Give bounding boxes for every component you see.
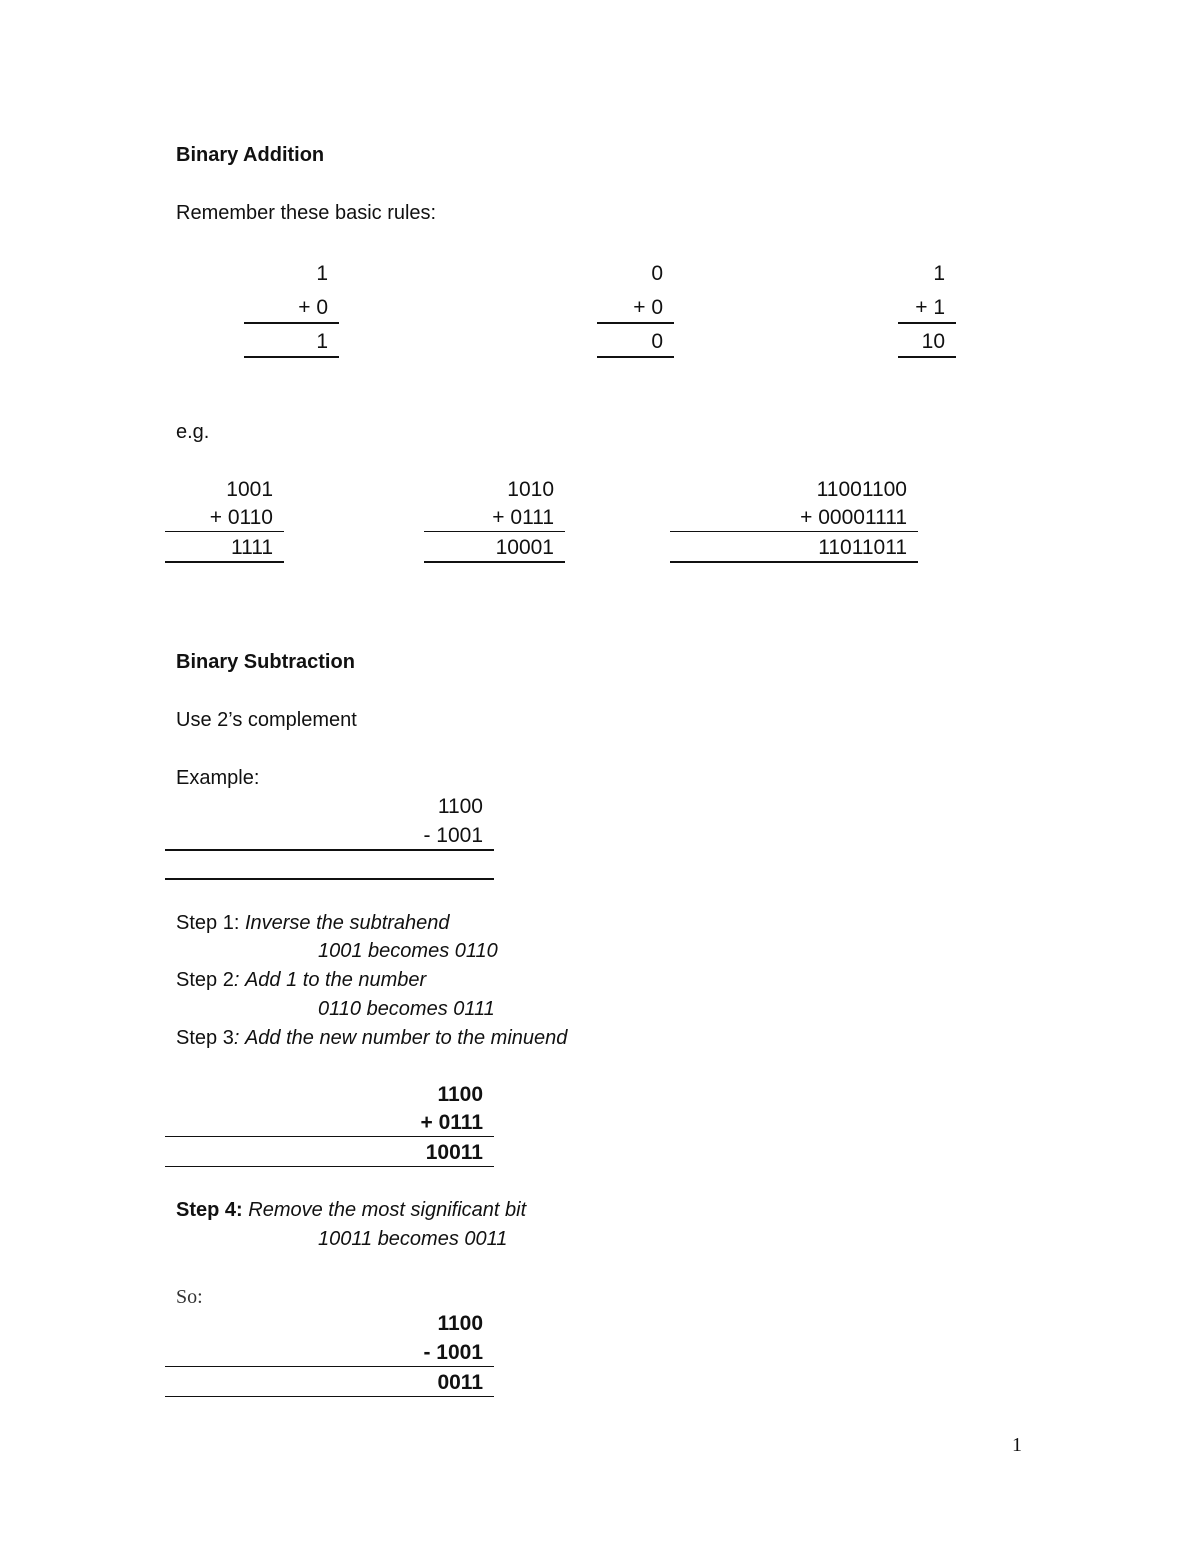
subtraction-example-subtrahend: - 1001 xyxy=(423,824,483,847)
step-3-calc-bottom-line xyxy=(165,1166,494,1167)
step-2-label: Step 2 xyxy=(176,969,234,991)
step-3-calc-sum-line xyxy=(165,1136,494,1137)
rule-3-top: 1 xyxy=(933,262,945,285)
rule-1-top: 1 xyxy=(316,262,328,285)
step-1-sep: : xyxy=(233,912,240,934)
example-1-top: 1001 xyxy=(226,478,273,501)
rule-1-result: 1 xyxy=(316,330,328,353)
addition-heading: Binary Addition xyxy=(176,144,325,166)
example-1-addend: + 0110 xyxy=(209,506,273,529)
example-2-sum-line xyxy=(424,531,565,532)
so-label: So: xyxy=(176,1286,203,1308)
rule-2-top: 0 xyxy=(651,262,663,285)
step-3-calc-addend: + 0111 xyxy=(420,1111,483,1134)
example-3-top: 11001100 xyxy=(816,478,907,501)
example-2-bottom-line xyxy=(424,561,565,563)
example-2-addend: + 0111 xyxy=(492,506,554,529)
step-2 xyxy=(176,969,426,992)
subtraction-heading: Binary Subtraction xyxy=(176,651,355,673)
final-result: 0011 xyxy=(437,1371,483,1394)
step-3-calc-top: 1100 xyxy=(437,1083,483,1106)
step-3-sep: : xyxy=(233,1027,240,1049)
step-3-label: Step 3 xyxy=(176,1027,234,1049)
addition-intro: Remember these basic rules: xyxy=(176,202,437,224)
subtraction-method: Use 2’s complement xyxy=(176,709,357,731)
page-number: 1 xyxy=(1012,1434,1022,1456)
example-1-sum-line xyxy=(165,531,284,532)
rule-3-addend: + 1 xyxy=(915,296,945,319)
step-3-text: Add the new number to the minuend xyxy=(244,1027,568,1049)
subtraction-example-line xyxy=(165,849,494,851)
step-1-detail: 1001 becomes 0110 xyxy=(318,940,498,962)
example-1-bottom-line xyxy=(165,561,284,563)
step-1-text: Inverse the subtrahend xyxy=(244,912,450,934)
step-3 xyxy=(176,1027,567,1050)
step-3-calc-result: 10011 xyxy=(425,1141,483,1164)
step-4 xyxy=(176,1199,526,1222)
rule-1-sum-line xyxy=(244,322,339,324)
example-3-result: 11011011 xyxy=(818,536,907,559)
rule-3-bottom-line xyxy=(898,356,956,358)
step-4-detail: 10011 becomes 0011 xyxy=(318,1228,508,1250)
example-3-sum-line xyxy=(670,531,918,532)
example-1-result: 1111 xyxy=(230,536,273,559)
step-2-sep: : xyxy=(233,969,240,991)
subtraction-example-bottom-line xyxy=(165,878,494,880)
rule-1-bottom-line xyxy=(244,356,339,358)
final-minuend: 1100 xyxy=(437,1312,483,1335)
step-2-text: Add 1 to the number xyxy=(244,969,427,991)
step-4-label: Step 4: xyxy=(176,1199,243,1221)
eg-label: e.g. xyxy=(176,421,210,443)
step-1-label: Step 1 xyxy=(176,912,234,934)
step-2-detail: 0110 becomes 0111 xyxy=(318,998,495,1020)
example-3-addend: + 00001111 xyxy=(800,506,907,529)
final-subtrahend: - 1001 xyxy=(423,1341,483,1364)
step-4-text: Remove the most significant bit xyxy=(248,1199,527,1221)
rule-1-addend: + 0 xyxy=(298,296,328,319)
example-label: Example: xyxy=(176,767,260,789)
subtraction-example-minuend: 1100 xyxy=(437,795,483,818)
rule-2-sum-line xyxy=(597,322,674,324)
rule-3-result: 10 xyxy=(921,330,945,353)
rule-2-addend: + 0 xyxy=(633,296,663,319)
rule-2-bottom-line xyxy=(597,356,674,358)
step-1 xyxy=(176,912,450,935)
rule-2-result: 0 xyxy=(651,330,663,353)
example-2-top: 1010 xyxy=(507,478,554,501)
rule-3-sum-line xyxy=(898,322,956,324)
example-3-bottom-line xyxy=(670,561,918,563)
final-sum-line xyxy=(165,1366,494,1367)
example-2-result: 10001 xyxy=(495,536,554,559)
final-bottom-line xyxy=(165,1396,494,1397)
